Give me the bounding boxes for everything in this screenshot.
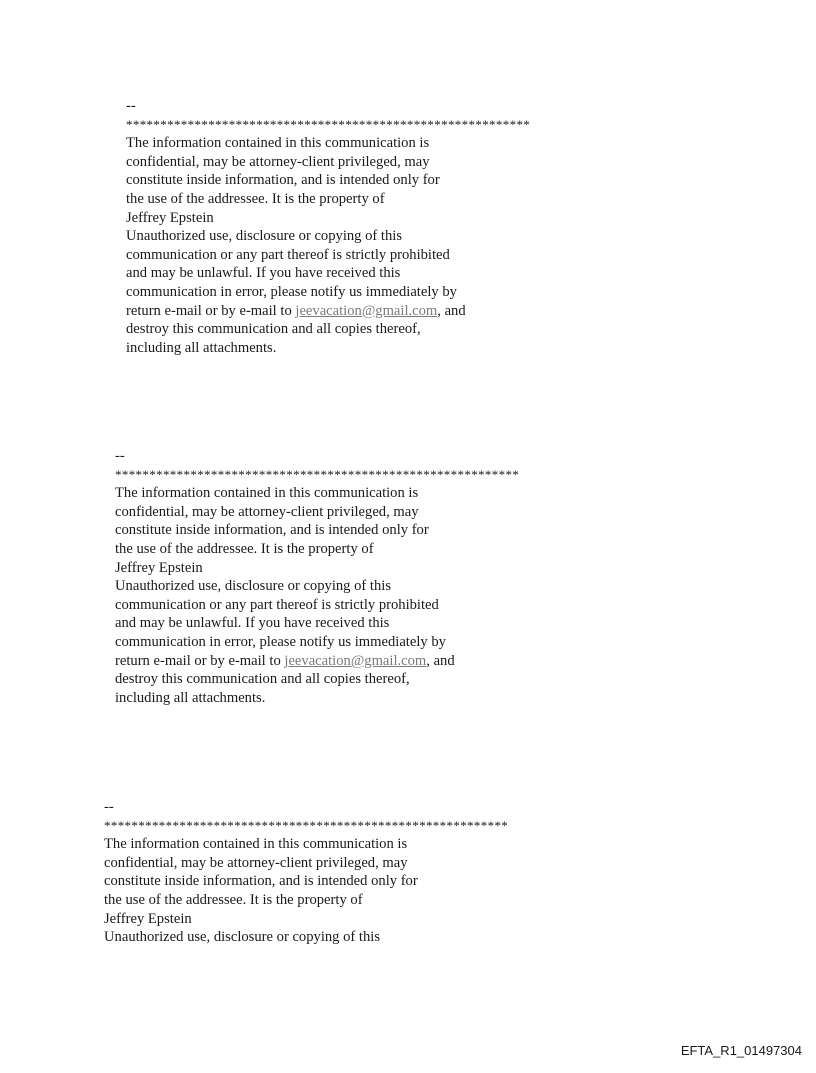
disclaimer-line: including all attachments. [115, 689, 266, 706]
disclaimer-block-1 [126, 97, 530, 357]
disclaimer-line: the use of the addressee. It is the property of [126, 190, 385, 207]
disclaimer-line: confidential, may be attorney-client privileged, may [115, 503, 419, 520]
disclaimer-line: confidential, may be attorney-client privileged, may [104, 854, 408, 871]
disclaimer-block-3 [104, 798, 508, 947]
disclaimer-line: The information contained in this communication is [115, 485, 419, 502]
disclaimer-line: confidential, may be attorney-client privileged, may [126, 153, 430, 170]
disclaimer-line: destroy this communication and all copies thereof, [115, 671, 410, 688]
disclaimer-block-2 [115, 447, 519, 707]
disclaimer-line: communication in error, please notify us immediately by [126, 283, 457, 300]
disclaimer-line: communication or any part thereof is strictly prohibited [126, 246, 450, 263]
separator-dashes: -- [126, 98, 136, 114]
email-link[interactable]: jeevacation@gmail.com [295, 302, 438, 319]
disclaimer-line: The information contained in this communication is [126, 135, 430, 152]
disclaimer-line: communication or any part thereof is strictly prohibited [115, 596, 439, 613]
disclaimer-line: Unauthorized use, disclosure or copying of this [126, 228, 403, 245]
disclaimer-line: constitute inside information, and is intended only for [104, 873, 418, 890]
disclaimer-line: Unauthorized use, disclosure or copying of this [104, 929, 381, 946]
disclaimer-line: the use of the addressee. It is the property of [115, 540, 374, 557]
disclaimer-line: the use of the addressee. It is the property of [104, 891, 363, 908]
disclaimer-line: The information contained in this communication is [104, 836, 408, 853]
separator-stars: *********************************************************** [115, 466, 520, 482]
document-id: EFTA_R1_01497304 [680, 1043, 802, 1058]
disclaimer-line: Jeffrey Epstein [126, 209, 214, 226]
email-suffix: , and [426, 652, 455, 669]
separator-stars: *********************************************************** [104, 817, 509, 833]
separator-dashes: -- [104, 799, 114, 815]
disclaimer-line: and may be unlawful. If you have received this [115, 615, 390, 632]
email-prefix: return e-mail or by e-mail to [115, 652, 285, 669]
email-prefix: return e-mail or by e-mail to [126, 302, 296, 319]
disclaimer-line: communication in error, please notify us immediately by [115, 633, 446, 650]
disclaimer-line: Jeffrey Epstein [104, 910, 192, 927]
separator-dashes: -- [115, 448, 125, 464]
disclaimer-line: constitute inside information, and is intended only for [115, 522, 429, 539]
disclaimer-line: constitute inside information, and is intended only for [126, 172, 440, 189]
separator-stars: *********************************************************** [126, 116, 531, 132]
disclaimer-line: and may be unlawful. If you have received this [126, 265, 401, 282]
disclaimer-line: including all attachments. [126, 339, 277, 356]
disclaimer-line: destroy this communication and all copies thereof, [126, 321, 421, 338]
disclaimer-line: Jeffrey Epstein [115, 559, 203, 576]
email-suffix: , and [437, 302, 466, 319]
disclaimer-line: Unauthorized use, disclosure or copying of this [115, 578, 392, 595]
email-line [115, 652, 519, 671]
email-line [126, 302, 530, 321]
email-link[interactable]: jeevacation@gmail.com [284, 652, 427, 669]
